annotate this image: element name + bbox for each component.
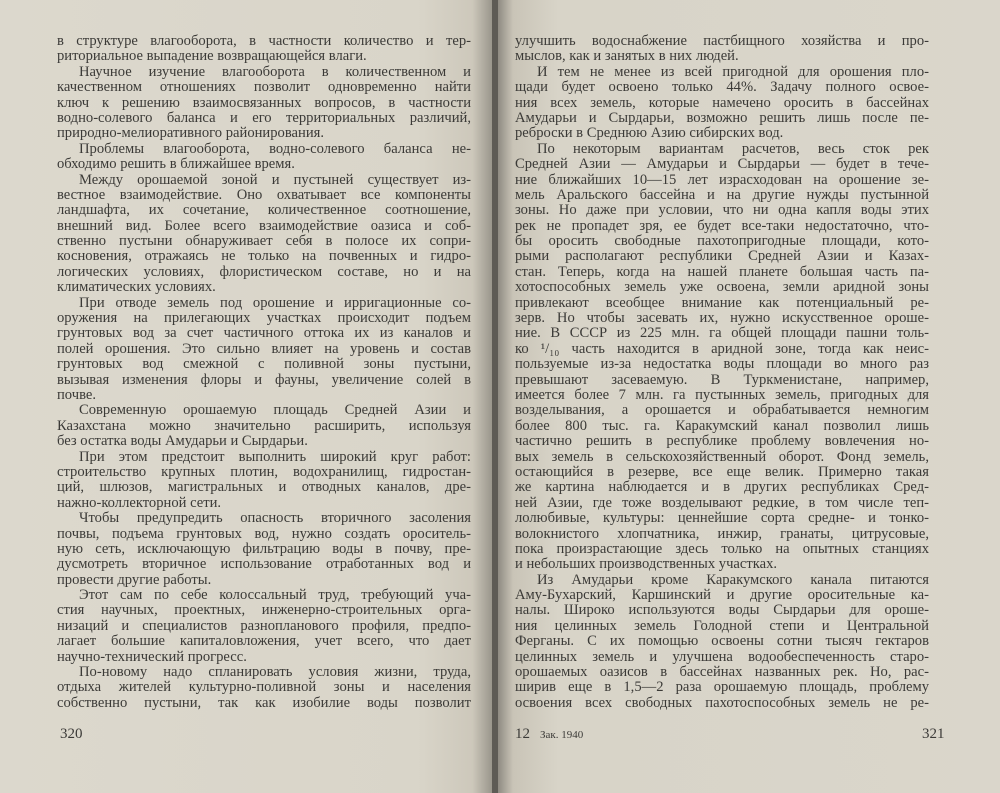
text-line: Между орошаемой зоной и пустыней существует из- <box>79 171 471 188</box>
text-line: остающийся в резерве, все еще велик. Примерно такая <box>515 463 929 480</box>
text-line: оружения на прилегающих участках происходит подъем <box>57 310 471 327</box>
text-line: зоны. Но даже при условии, что ни одна капля воды этих <box>515 202 929 219</box>
text-line: лагает большие капиталовложения, учет всего, что дает <box>57 633 471 650</box>
text-line: обходимо решить в ближайшее время. <box>57 156 295 173</box>
text-line: ключ к решению взаимосвязанных вопросов, в частности <box>57 94 471 111</box>
text-line: Чтобы предупредить опасность вторичного засоления <box>79 510 471 527</box>
text-line: же картина наблюдается и в других республиках Сред- <box>515 479 929 496</box>
text-line: низаций и специалистов разнопланового профиля, предпо- <box>57 617 471 634</box>
text-line: без остатка воды Амударьи и Сырдарьи. <box>57 433 308 450</box>
text-line: привлекают всеобщее внимание как потенциальный ре- <box>515 294 929 311</box>
text-line: ней Азии, где тоже возделывают редкие, в том числе теп- <box>515 494 929 511</box>
text-line: И тем не менее из всей пригодной для орошения пло- <box>537 63 929 80</box>
text-line: научно-технический прогресс. <box>57 648 247 665</box>
text-line: ственно пустыни обнаруживает себя в полосе их сопри- <box>57 233 471 250</box>
text-line: грунтовых вод за счет частичного оттока их из каналов и <box>57 325 471 342</box>
text-line: По-новому надо спланировать условия жизни, труда, <box>79 664 471 681</box>
text-line: освоения всех свободных пахотоспособных земель не ре- <box>515 694 929 711</box>
text-line: Ферганы. С их помощью освоены сотни тысяч гектаров <box>515 633 929 650</box>
text-line: дусмотреть вторичное использование отработанных вод и <box>57 556 471 573</box>
text-line: При этом предстоит выполнить широкий круг работ: <box>79 448 471 465</box>
text-line: Амударьи и Сырдарьи, возможно решить лишь после пе- <box>515 109 929 126</box>
text-line: косновения, отражаясь не только на почвенных и гидро- <box>57 248 471 265</box>
text-line: превышают засеваемую. В Туркменистане, например, <box>515 371 929 388</box>
text-line: риториальное выпадение возвращающейся влаги. <box>57 48 367 65</box>
text-line: собственно пустыни, так как изобилие воды позволит <box>57 694 471 711</box>
text-line: Из Амударьи кроме Каракумского канала питаются <box>537 571 929 588</box>
text-line: пока произрастающие здесь только на опытных станциях <box>515 540 929 557</box>
text-line: Казахстана можно значительно расширить, используя <box>57 417 471 434</box>
text-line: зерв. Но чтобы засевать их, нужно искусственное ороше- <box>515 310 929 327</box>
text-line: Современную орошаемую площадь Средней Азии и <box>79 402 471 419</box>
text-line: качественном отношениях позволит одновременно найти <box>57 79 471 96</box>
text-line: пользуемые из-за недостатка воды площади во много раз <box>515 356 929 373</box>
text-line: вызывая изменения флоры и фауны, увеличение солей в <box>57 371 471 388</box>
text-line: целинных земель и улучшена водообеспеченность старо- <box>515 648 929 665</box>
text-line: Этот сам по себе колоссальный труд, требующий уча- <box>79 587 471 604</box>
text-line: ния целинных земель Голодной степи и Центральной <box>515 617 929 634</box>
signature-number: 12 <box>515 726 530 742</box>
page-number-right: 321 <box>922 726 945 742</box>
left-page-text <box>57 34 471 711</box>
text-line: ландшафта, их сочетание, количественное соотношение, <box>57 202 471 219</box>
text-line: ций, шлюзов, магистральных и отводных каналов, дре- <box>57 479 471 496</box>
text-line: стан. Теперь, когда на нашей планете большая часть па- <box>515 263 929 280</box>
text-line: более 800 тыс. га. Каракумский канал позволил лишь <box>515 417 929 434</box>
text-line: волокнистого хлопчатника, инжир, гранаты, цитрусовые, <box>515 525 929 542</box>
text-line: отдыха жителей культурно-поливной зоны и населения <box>57 679 471 696</box>
text-line: бы оросить свободные пахотопригодные площади, кото- <box>515 233 929 250</box>
text-line: Аму-Бухарский, Каршинский и другие оросительные ка- <box>515 587 929 604</box>
text-line: Научное изучение влагооборота в количественном и <box>79 63 471 80</box>
text-line: и небольших производственных участках. <box>515 556 778 573</box>
text-line: Проблемы влагооборота, водно-солевого баланса не- <box>79 140 471 157</box>
text-line: нажно-коллекторной сети. <box>57 494 222 511</box>
text-line: логических условиях, флористическом составе, но и на <box>57 263 471 280</box>
text-line: налы. Широко используются воды Сырдарьи для ороше- <box>515 602 929 619</box>
text-line: полей орошения. Это сильно влияет на уровень и состав <box>57 340 471 357</box>
signature-text: Зак. 1940 <box>540 729 584 741</box>
text-line: реброски в Среднюю Азию сибирских вод. <box>515 125 784 142</box>
text-line: почве. <box>57 386 96 403</box>
text-line: Средней Азии — Амударьи и Сырдарьи — будет в тече- <box>515 156 929 173</box>
text-line: строительство крупных плотин, водохранилищ, гидростан- <box>57 463 471 480</box>
text-line: мель Аральского бассейна и на другие нужды пустынной <box>515 186 929 203</box>
text-line: ние ближайших 10—15 лет израсходован на орошение зе- <box>515 171 929 188</box>
text-line: природно-мелиоративного районирования. <box>57 125 324 142</box>
text-line: По некоторым вариантам расчетов, весь сток рек <box>537 140 929 157</box>
right-page <box>498 0 1000 793</box>
text-line: ную сеть, исключающую фильтрацию воды в почву, пре- <box>57 540 471 557</box>
text-line: хотоспособных земель уже освоена, земли аридной зоны <box>515 279 929 296</box>
text-line: рек не пропадет зря, ее будет все-таки недостаточно, что- <box>515 217 929 234</box>
text-line: улучшить водоснабжение пастбищного хозяйства и про- <box>515 33 929 49</box>
left-page <box>0 0 492 793</box>
text-line: почвы, подъема грунтовых вод, нужно создать ороситель- <box>57 525 471 542</box>
text-line: При отводе земель под орошение и ирригационные со- <box>79 294 471 311</box>
text-line: грунтовых вод смежной с поливной зоны пустыни, <box>57 356 471 373</box>
text-line: имеется более 7 млн. га пустынных земель, пригодных для <box>515 386 929 403</box>
text-line: ширив еще в 1,5—2 раза орошаемую площадь, проблему <box>515 679 929 696</box>
text-line: мыслов, как и занятых в них людей. <box>515 48 739 65</box>
text-line: частично решить в республике проблему вовлечения но- <box>515 433 929 450</box>
text-line: возделывания, а орошается и обрабатывается немногим <box>515 402 929 419</box>
text-line: ния всех земель, которые намечено оросить в бассейнах <box>515 94 929 111</box>
text-line: рыми располагают республики Средней Азии и Казах- <box>515 248 929 265</box>
text-line: ко ¹/₁₀ часть находится в аридной зоне, тогда как неис- <box>515 340 929 357</box>
text-line: щади будет освоено только 44%. Задачу полного освое- <box>515 79 929 96</box>
text-line: водно-солевого баланса и его территориальных различий, <box>57 109 471 126</box>
signature-mark <box>515 726 583 743</box>
right-page-text <box>515 34 929 711</box>
text-line: орошаемых оазисов в бассейнах названных рек. Но, рас- <box>515 664 929 681</box>
text-line: стия научных, проектных, инженерно-строительных орга- <box>57 602 471 619</box>
text-line: внешний вид. Более всего взаимодействие оазиса и соб- <box>57 217 471 234</box>
text-line: климатических условиях. <box>57 279 216 296</box>
text-line: провести другие работы. <box>57 571 212 588</box>
text-line: вестное взаимодействие. Оно охватывает все компоненты <box>57 186 471 203</box>
text-line: ние. В СССР из 225 млн. га общей площади пашни толь- <box>515 325 929 342</box>
text-line: лолюбивые, культуры: ценнейшие сорта средне- и тонко- <box>515 510 929 527</box>
page-number-left: 320 <box>60 726 83 742</box>
text-line: в структуре влагооборота, в частности количество и тер- <box>57 33 471 49</box>
text-line: вых земель в сельскохозяйственный оборот. Фонд земель, <box>515 448 929 465</box>
